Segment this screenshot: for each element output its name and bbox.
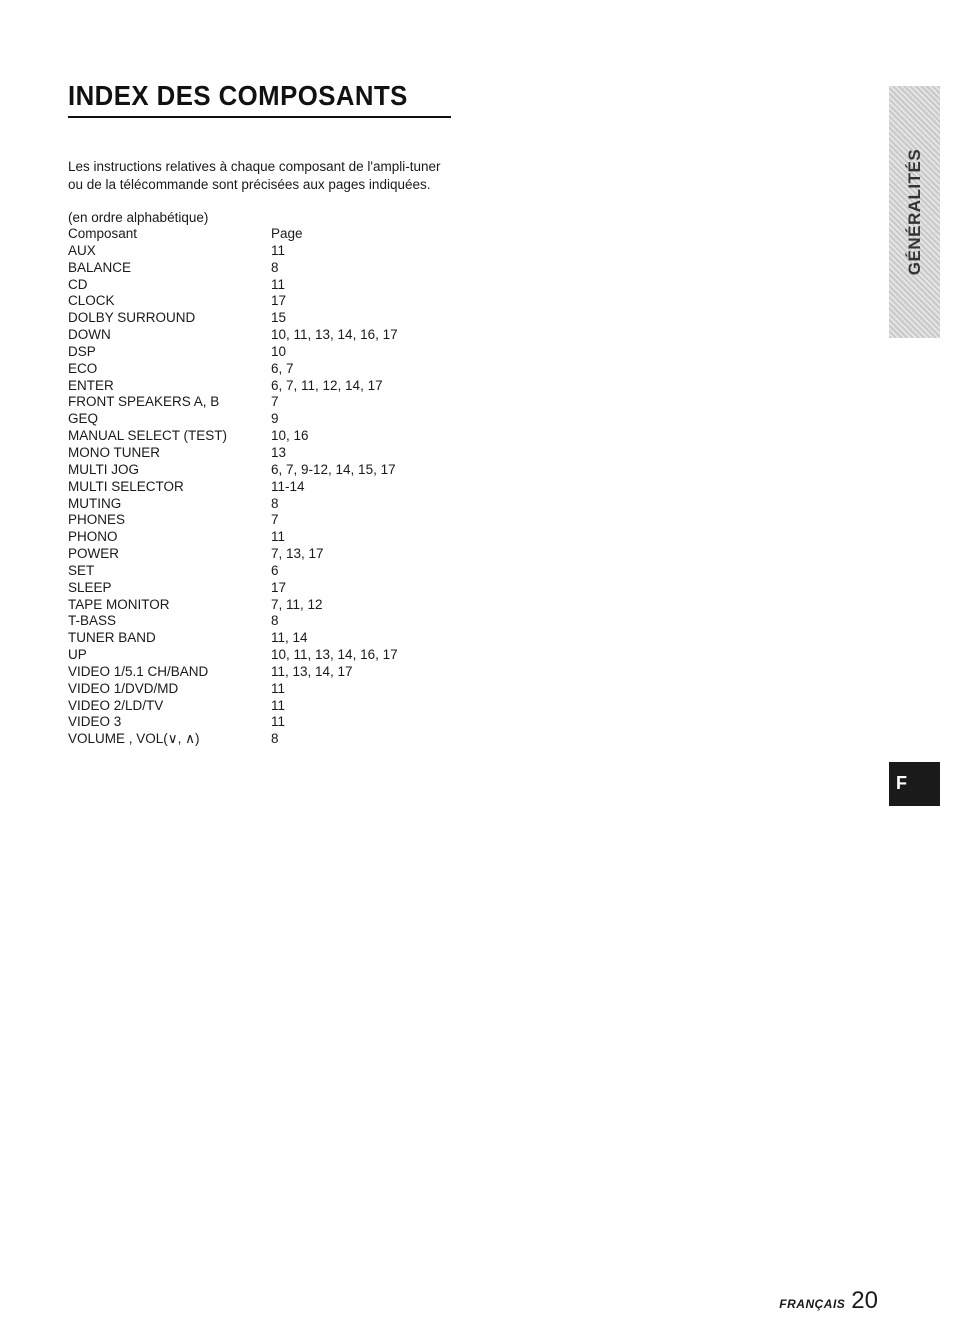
page-title: INDEX DES COMPOSANTS (68, 80, 408, 111)
component-pages: 11 (271, 680, 286, 696)
component-pages: 7, 11, 12 (271, 596, 323, 612)
component-name: MULTI SELECTOR (68, 478, 184, 494)
index-row (68, 310, 398, 327)
component-pages: 6, 7, 9-12, 14, 15, 17 (271, 461, 396, 477)
page-footer (779, 1287, 878, 1315)
component-pages: 8 (271, 731, 279, 747)
component-pages: 6 (271, 562, 279, 578)
component-pages: 10 (271, 343, 287, 359)
component-pages: 7, 13, 17 (271, 546, 324, 562)
index-row (68, 462, 398, 479)
component-name: VIDEO 3 (68, 714, 122, 730)
index-row (68, 714, 398, 731)
component-name: TAPE MONITOR (68, 596, 170, 612)
index-row (68, 731, 398, 748)
component-pages: 11, 14 (271, 630, 308, 646)
component-name: PHONES (68, 512, 126, 528)
component-name: VIDEO 2/LD/TV (68, 697, 164, 713)
section-side-tab-label: GÉNÉRALITÉS (904, 148, 924, 276)
component-pages: 7 (271, 512, 279, 528)
index-row (68, 597, 398, 614)
component-name: MANUAL SELECT (TEST) (68, 428, 228, 444)
index-rows (68, 243, 398, 748)
index-row (68, 630, 398, 647)
component-name: AUX (68, 242, 96, 258)
index-row (68, 647, 398, 664)
index-row (68, 394, 398, 411)
index-row (68, 479, 398, 496)
index-row (68, 445, 398, 462)
component-name: UP (68, 647, 87, 663)
component-pages: 11 (271, 276, 286, 292)
component-pages: 8 (271, 495, 279, 511)
index-row (68, 681, 398, 698)
index-row (68, 243, 398, 260)
component-name: DOLBY SURROUND (68, 310, 196, 326)
component-pages: 17 (271, 293, 287, 309)
component-name: CLOCK (68, 293, 115, 309)
component-pages: 6, 7, 11, 12, 14, 17 (271, 377, 383, 393)
language-tab-letter: F (896, 773, 907, 793)
component-name: BALANCE (68, 259, 132, 275)
component-pages: 10, 11, 13, 14, 16, 17 (271, 327, 398, 343)
index-row (68, 327, 398, 344)
component-pages: 10, 16 (271, 428, 309, 444)
index-row (68, 378, 398, 395)
component-pages: 11, 13, 14, 17 (271, 663, 353, 679)
component-pages: 11 (271, 697, 286, 713)
index-row (68, 529, 398, 546)
component-name: TUNER BAND (68, 630, 156, 646)
component-name: MONO TUNER (68, 444, 161, 460)
component-name: SET (68, 562, 95, 578)
component-pages: 7 (271, 394, 279, 410)
component-pages: 8 (271, 613, 279, 629)
component-name: GEQ (68, 411, 99, 427)
language-tab (889, 762, 940, 806)
component-pages: 9 (271, 411, 279, 427)
component-pages: 10, 11, 13, 14, 16, 17 (271, 647, 398, 663)
component-name: ENTER (68, 377, 114, 393)
component-pages: 13 (271, 444, 287, 460)
component-name: FRONT SPEAKERS A, B (68, 394, 220, 410)
intro-paragraph (68, 158, 488, 194)
index-row (68, 293, 398, 310)
column-header-page: Page (271, 226, 303, 241)
index-row (68, 344, 398, 361)
index-row (68, 411, 398, 428)
index-row (68, 496, 398, 513)
component-pages: 8 (271, 259, 279, 275)
index-row (68, 664, 398, 681)
component-name: VIDEO 1/5.1 CH/BAND (68, 663, 209, 679)
index-row (68, 613, 398, 630)
component-name: T-BASS (68, 613, 117, 629)
component-name: DOWN (68, 327, 111, 343)
component-pages: 15 (271, 310, 287, 326)
component-name: PHONO (68, 529, 118, 545)
component-name: MUTING (68, 495, 122, 511)
component-name: VOLUME , VOL(∨, ∧) (68, 731, 200, 747)
component-pages: 11 (271, 242, 286, 258)
index-row (68, 361, 398, 378)
index-table (68, 226, 398, 748)
index-row (68, 277, 398, 294)
component-pages: 11 (271, 714, 286, 730)
index-row (68, 580, 398, 597)
component-name: MULTI JOG (68, 461, 140, 477)
component-name: CD (68, 276, 88, 292)
component-pages: 11 (271, 529, 286, 545)
component-name: DSP (68, 343, 96, 359)
index-row (68, 546, 398, 563)
order-note: (en ordre alphabétique) (68, 210, 209, 225)
component-name: ECO (68, 360, 98, 376)
index-row (68, 563, 398, 580)
component-name: SLEEP (68, 579, 112, 595)
index-header-row (68, 226, 398, 243)
intro-line-1: Les instructions relatives à chaque composant de l'ampli-tuner (68, 159, 441, 174)
column-header-component: Composant (68, 226, 138, 241)
page-number: 20 (851, 1287, 878, 1314)
component-name: POWER (68, 546, 120, 562)
component-name: VIDEO 1/DVD/MD (68, 680, 179, 696)
index-row (68, 512, 398, 529)
component-pages: 11-14 (271, 478, 305, 494)
index-row (68, 260, 398, 277)
section-side-tab (889, 86, 940, 338)
index-row (68, 698, 398, 715)
title-underline (68, 116, 451, 118)
component-pages: 6, 7 (271, 360, 294, 376)
intro-line-2: ou de la télécommande sont précisées aux pages indiquées. (68, 177, 431, 192)
footer-language: FRANÇAIS (779, 1297, 846, 1311)
index-row (68, 428, 398, 445)
component-pages: 17 (271, 579, 287, 595)
